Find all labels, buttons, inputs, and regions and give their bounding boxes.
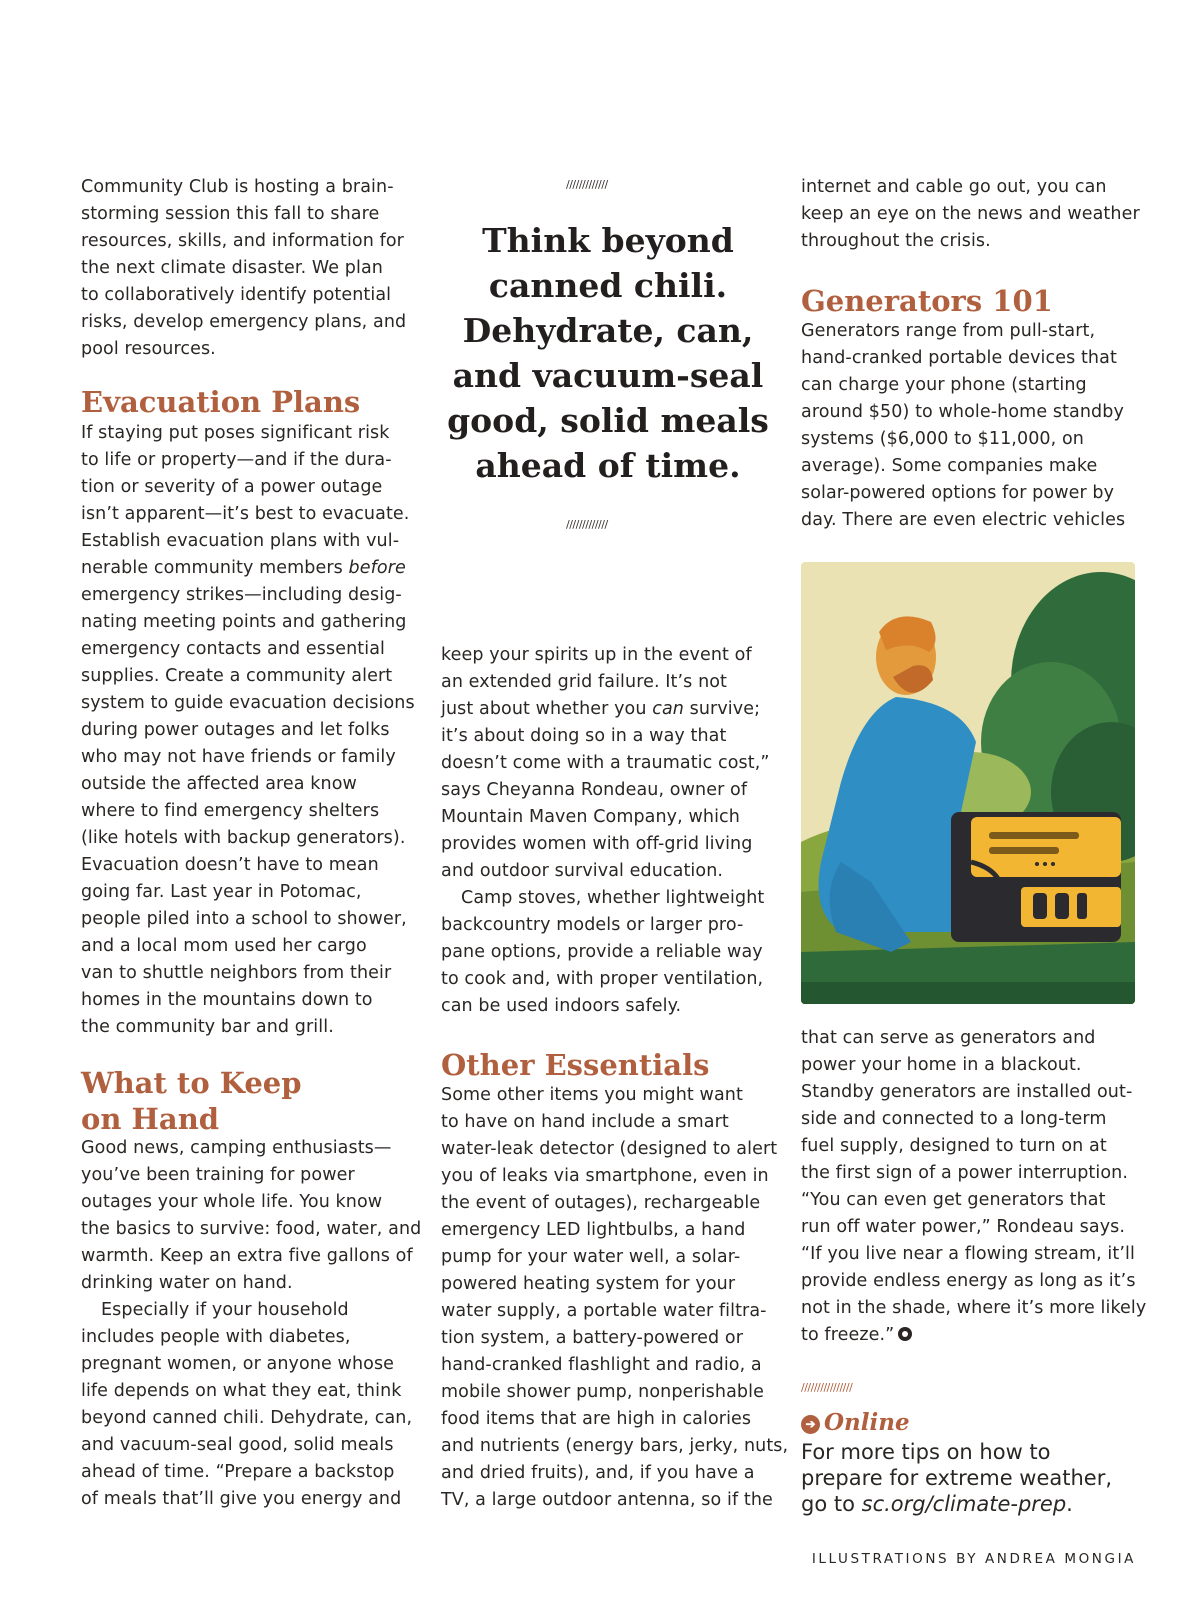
text-line: who may not have friends or family — [81, 747, 396, 767]
text-line: an extended grid failure. It’s not — [441, 672, 728, 692]
text-line: side and connected to a long-term — [801, 1109, 1107, 1129]
text-line: can charge your phone (starting — [801, 375, 1087, 395]
col3-generators-body — [801, 318, 1125, 534]
text-line: Community Club is hosting a brain- — [81, 177, 394, 197]
text-line: and nutrients (energy bars, jerky, nuts, — [441, 1436, 789, 1456]
pullquote-line: and vacuum-seal — [452, 356, 764, 395]
text-line — [801, 1491, 1112, 1517]
text-line: hand-cranked flashlight and radio, a — [441, 1355, 762, 1375]
text-line: hand-cranked portable devices that — [801, 348, 1117, 368]
text-line: systems ($6,000 to $11,000, on — [801, 429, 1084, 449]
italic-text: before — [348, 558, 406, 578]
illustration-svg — [801, 562, 1135, 1004]
illustration-man-with-generator — [801, 562, 1135, 1004]
text-line: “If you live near a flowing stream, it’ll — [801, 1244, 1135, 1264]
pullquote-line: canned chili. — [488, 266, 728, 305]
online-link[interactable]: sc.org/climate-prep — [861, 1492, 1067, 1516]
text-line: provide endless energy as long as it’s — [801, 1271, 1136, 1291]
online-divider: //////////////// — [801, 1381, 853, 1394]
text-line: the community bar and grill. — [81, 1017, 334, 1037]
text-line: Some other items you might want — [441, 1085, 743, 1105]
pullquote-line: Dehydrate, can, — [462, 311, 754, 350]
text-span: nerable community members — [81, 558, 349, 578]
text-line: ahead of time. “Prepare a backstop — [81, 1462, 395, 1482]
text-line: the next climate disaster. We plan — [81, 258, 383, 278]
text-line: Standby generators are installed out- — [801, 1082, 1133, 1102]
text-line: power your home in a blackout. — [801, 1055, 1082, 1075]
col1-evacuation-body — [81, 420, 415, 1041]
text-line: powered heating system for your — [441, 1274, 736, 1294]
text-line: “You can even get generators that — [801, 1190, 1106, 1210]
text-line: that can serve as generators and — [801, 1028, 1096, 1048]
end-mark-icon — [898, 1327, 912, 1341]
text-line: average). Some companies make — [801, 456, 1098, 476]
text-line: Camp stoves, whether lightweight — [461, 888, 765, 908]
heading-other-essentials: Other Essentials — [441, 1048, 710, 1082]
text-line: to life or property—and if the dura- — [81, 450, 392, 470]
text-line: risks, develop emergency plans, and — [81, 312, 407, 332]
text-line: mobile shower pump, nonperishable — [441, 1382, 764, 1402]
text-line: van to shuttle neighbors from their — [81, 963, 392, 983]
text-line: you of leaks via smartphone, even in — [441, 1166, 769, 1186]
pullquote-line: ahead of time. — [475, 446, 741, 485]
text-line: emergency LED lightbulbs, a hand — [441, 1220, 746, 1240]
text-line: pump for your water well, a solar- — [441, 1247, 741, 1267]
text-line: storming session this fall to share — [81, 204, 380, 224]
text-line: Evacuation doesn’t have to mean — [81, 855, 379, 875]
online-heading-text: Online — [824, 1409, 910, 1436]
text-line: drinking water on hand. — [81, 1273, 293, 1293]
text-line: people piled into a school to shower, — [81, 909, 407, 929]
text-line: system to guide evacuation decisions — [81, 693, 415, 713]
text-line: throughout the crisis. — [801, 231, 991, 251]
text-line: to collaboratively identify potential — [81, 285, 392, 305]
text-line — [81, 555, 415, 582]
text-line: doesn’t come with a traumatic cost,” — [441, 753, 770, 773]
col3-intro — [801, 174, 1140, 255]
text-line: pane options, provide a reliable way — [441, 942, 763, 962]
text-span: . — [1066, 1492, 1073, 1516]
col1-keep-body — [81, 1135, 421, 1513]
text-line: TV, a large outdoor antenna, so if the — [441, 1490, 773, 1510]
text-line: says Cheyanna Rondeau, owner of — [441, 780, 748, 800]
pullquote-line: good, solid meals — [447, 401, 769, 440]
heading-generators-101: Generators 101 — [801, 284, 1053, 318]
text-line: warmth. Keep an extra five gallons of — [81, 1246, 413, 1266]
pullquote — [440, 218, 776, 488]
text-line: keep your spirits up in the event of — [441, 645, 752, 665]
text-line: For more tips on how to — [801, 1440, 1051, 1464]
text-line: pregnant women, or anyone whose — [81, 1354, 395, 1374]
text-line: Generators range from pull-start, — [801, 321, 1096, 341]
text-line: Especially if your household — [101, 1300, 349, 1320]
text-line: outages your whole life. You know — [81, 1192, 383, 1212]
text-span: to freeze.” — [801, 1325, 895, 1345]
heading-on-hand: on Hand — [81, 1102, 220, 1136]
text-line: and vacuum-seal good, solid meals — [81, 1435, 394, 1455]
text-line: tion or severity of a power outage — [81, 477, 383, 497]
text-line: of meals that’ll give you energy and — [81, 1489, 402, 1509]
text-line: tion system, a battery-powered or — [441, 1328, 743, 1348]
heading-what-to-keep: What to Keep — [81, 1066, 302, 1100]
text-line — [801, 1322, 1146, 1349]
text-line: to cook and, with proper ventilation, — [441, 969, 764, 989]
text-line: prepare for extreme weather, — [801, 1466, 1113, 1490]
text-line: internet and cable go out, you can — [801, 177, 1107, 197]
text-line: provides women with off-grid living — [441, 834, 753, 854]
text-line: it’s about doing so in a way that — [441, 726, 727, 746]
text-line: life depends on what they eat, think — [81, 1381, 402, 1401]
text-line: the first sign of a power interruption. — [801, 1163, 1129, 1183]
text-line: going far. Last year in Potomac, — [81, 882, 362, 902]
text-span: go to — [801, 1492, 862, 1516]
pullquote-divider-bottom: ///////////// — [566, 518, 608, 531]
text-line: Mountain Maven Company, which — [441, 807, 740, 827]
illustration-credit: ILLUSTRATIONS BY ANDREA MONGIA — [811, 1551, 1136, 1567]
text-line: where to find emergency shelters — [81, 801, 380, 821]
online-body — [801, 1439, 1112, 1517]
text-line: (like hotels with backup generators). — [81, 828, 406, 848]
text-line: resources, skills, and information for — [81, 231, 404, 251]
text-line: emergency strikes—including desig- — [81, 585, 402, 605]
text-span: just about whether you — [441, 699, 653, 719]
col2-body — [441, 642, 770, 1020]
text-line: supplies. Create a community alert — [81, 666, 393, 686]
pullquote-line: Think beyond — [482, 221, 734, 260]
text-line: If staying put poses significant risk — [81, 423, 390, 443]
text-line: not in the shade, where it’s more likely — [801, 1298, 1147, 1318]
text-line: can be used indoors safely. — [441, 996, 682, 1016]
text-line: around $50) to whole-home standby — [801, 402, 1124, 422]
text-line: and a local mom used her cargo — [81, 936, 367, 956]
text-line: to have on hand include a smart — [441, 1112, 729, 1132]
text-line: homes in the mountains down to — [81, 990, 373, 1010]
text-line: and outdoor survival education. — [441, 861, 724, 881]
text-line: Good news, camping enthusiasts— — [81, 1138, 392, 1158]
text-line: solar-powered options for power by — [801, 483, 1115, 503]
text-line — [441, 696, 770, 723]
text-line: emergency contacts and essential — [81, 639, 385, 659]
text-span: survive; — [683, 699, 761, 719]
pullquote-divider-top: ///////////// — [566, 178, 608, 191]
col1-intro — [81, 174, 406, 363]
col2-other-body — [441, 1082, 788, 1514]
text-line: run off water power,” Rondeau says. — [801, 1217, 1126, 1237]
text-line: water-leak detector (designed to alert — [441, 1139, 778, 1159]
text-line: the event of outages), rechargeable — [441, 1193, 761, 1213]
text-line: Establish evacuation plans with vul- — [81, 531, 400, 551]
text-line: food items that are high in calories — [441, 1409, 752, 1429]
text-line: isn’t apparent—it’s best to evacuate. — [81, 504, 410, 524]
text-line: outside the affected area know — [81, 774, 357, 794]
text-line: pool resources. — [81, 339, 216, 359]
heading-evacuation-plans: Evacuation Plans — [81, 385, 361, 419]
text-line: and dried fruits), and, if you have a — [441, 1463, 755, 1483]
arrow-circle-icon: ➔ — [801, 1415, 820, 1434]
text-line: fuel supply, designed to turn on at — [801, 1136, 1107, 1156]
col3-generators-body-b — [801, 1025, 1146, 1349]
text-line: beyond canned chili. Dehydrate, can, — [81, 1408, 413, 1428]
text-line: day. There are even electric vehicles — [801, 510, 1126, 530]
text-line: keep an eye on the news and weather — [801, 204, 1140, 224]
text-line: the basics to survive: food, water, and — [81, 1219, 422, 1239]
online-heading — [801, 1408, 910, 1438]
text-line: backcountry models or larger pro- — [441, 915, 744, 935]
text-line: you’ve been training for power — [81, 1165, 355, 1185]
text-line: includes people with diabetes, — [81, 1327, 351, 1347]
text-line: nating meeting points and gathering — [81, 612, 407, 632]
text-line: water supply, a portable water filtra- — [441, 1301, 767, 1321]
text-line: during power outages and let folks — [81, 720, 390, 740]
italic-text: can — [652, 699, 684, 719]
